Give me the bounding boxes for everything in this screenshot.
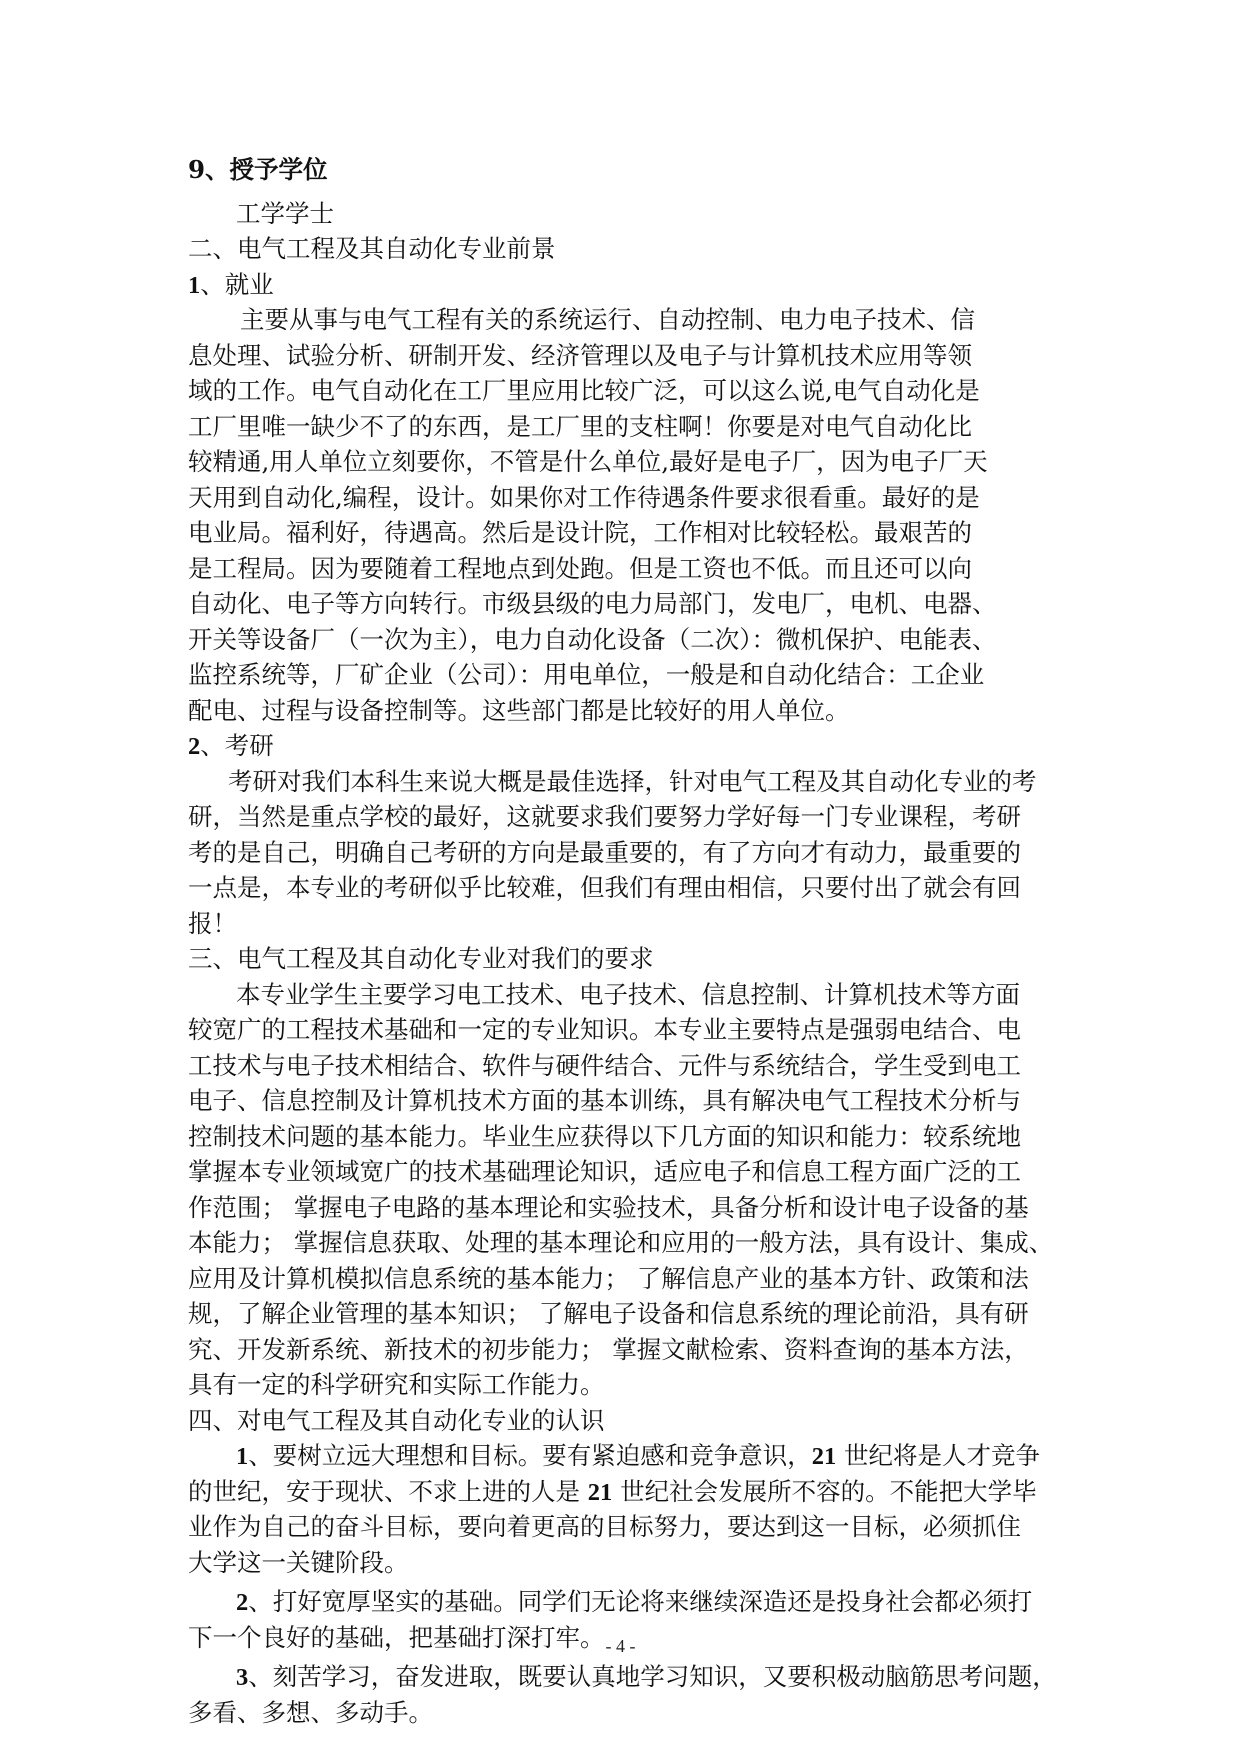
insight-item-1	[188, 1438, 1056, 1580]
paragraph-line: 电业局。福利好，待遇高。然后是设计院，工作相对比较轻松。最艰苦的	[188, 518, 972, 547]
paragraph-line	[188, 1474, 1056, 1510]
employment-heading-number: 1	[188, 271, 201, 299]
paragraph-line: 配电、过程与设备控制等。这些部门都是比较好的用人单位。	[188, 695, 850, 725]
insight-item-3	[188, 1659, 1056, 1730]
paragraph-line: 多看、多想、多动手。	[188, 1697, 433, 1727]
paragraph-line: 较宽广的工程技术基础和一定的专业知识。本专业主要特点是强弱电结合、电	[188, 1015, 1021, 1044]
paragraph-line: 控制技术问题的基本能力。毕业生应获得以下几方面的知识和能力：较系统地	[188, 1121, 1021, 1151]
part2-heading: 二、电气工程及其自动化专业前景	[188, 234, 556, 263]
paragraph-line: 应用及计算机模拟信息系统的基本能力； 了解信息产业的基本方针、政策和法	[188, 1263, 1029, 1293]
page-number: - 4 -	[605, 1636, 636, 1656]
text-run: 世纪社会发展所不容的。不能把大学毕	[612, 1476, 1037, 1506]
text-run: 、要树立远大理想和目标。要有紧迫感和竞争意识，	[248, 1441, 812, 1470]
paragraph-line	[188, 1584, 1056, 1620]
text-run: 、刻苦学习，奋发进取，既要认真地学习知识，又要积极动脑筋思考问题，	[248, 1662, 1057, 1691]
text-run: 的世纪，安于现状、不求上进的人是	[188, 1476, 588, 1506]
paragraph-line: 是工程局。因为要随着工程地点到处跑。但是工资也不低。而且还可以向	[188, 553, 972, 583]
paragraph-line: 一点是，本专业的考研似乎比较难，但我们有理由相信，只要付出了就会有回	[188, 873, 1021, 902]
paragraph-line: 自动化、电子等方向转行。市级县级的电力局部门，发电厂，电机、电器、	[188, 589, 997, 618]
paragraph-line: 规，了解企业管理的基本知识； 了解电子设备和信息系统的理论前沿，具有研	[188, 1299, 1029, 1328]
employment-heading-text: 、就业	[200, 269, 274, 299]
text-run: 世纪将是人才竞争	[836, 1441, 1041, 1470]
paragraph-line	[188, 1659, 1056, 1695]
paragraph-line: 考的是自己，明确自己考研的方向是最重要的，有了方向才有动力，最重要的	[188, 837, 1021, 867]
paragraph-line: 息处理、试验分析、研制开发、经济管理以及电子与计算机技术应用等领	[188, 340, 972, 370]
paragraph-line: 业作为自己的奋斗目标，要向着更高的目标努力，要达到这一目标，必须抓住	[188, 1512, 1021, 1541]
paragraph-line: 天用到自动化,编程，设计。如果你对工作待遇条件要求很看重。最好的是	[188, 482, 980, 512]
paragraph-line: 究、开发新系统、新技术的初步能力； 掌握文献检索、资料查询的基本方法，	[188, 1334, 1029, 1364]
text-run: 、打好宽厚坚实的基础。同学们无论将来继续深造还是投身社会都必须打	[248, 1587, 1033, 1616]
paragraph-line: 监控系统等，厂矿企业（公司）：用电单位，一般是和自动化结合：工企业	[188, 660, 985, 689]
postgrad-paragraph	[188, 764, 1056, 942]
postgrad-heading-number: 2	[188, 733, 201, 760]
paragraph-line: 研，当然是重点学校的最好，这就要求我们要努力学好每一门专业课程，考研	[188, 802, 1021, 831]
section-heading-degree: 9、授予学位	[188, 155, 328, 184]
postgrad-heading	[188, 728, 1056, 764]
requirements-paragraph	[188, 977, 1056, 1403]
item-number: 3	[236, 1664, 249, 1691]
paragraph-line: 下一个良好的基础，把基础打深打牢。	[188, 1622, 605, 1652]
paragraph-line: 开关等设备厂（一次为主），电力自动化设备（二次）：微机保护、电能表、	[188, 624, 997, 654]
paragraph-line: 本专业学生主要学习电工技术、电子技术、信息控制、计算机技术等方面	[236, 979, 1020, 1009]
part4-heading: 四、对电气工程及其自动化专业的认识	[188, 1405, 605, 1435]
paragraph-line: 域的工作。电气自动化在工厂里应用比较广泛，可以这么说,电气自动化是	[188, 376, 980, 405]
paragraph-line: 较精通,用人单位立刻要你，不管是什么单位,最好是电子厂，因为电子厂天	[188, 447, 988, 476]
paragraph-line: 主要从事与电气工程有关的系统运行、自动控制、电力电子技术、信	[240, 305, 975, 334]
paragraph-line: 掌握本专业领域宽广的技术基础理论知识，适应电子和信息工程方面广泛的工	[188, 1157, 1021, 1186]
century-number: 21	[587, 1478, 613, 1506]
document-body	[188, 152, 1056, 1730]
postgrad-heading-text: 、考研	[200, 731, 274, 760]
paragraph-line: 作范围； 掌握电子电路的基本理论和实验技术，具备分析和设计电子设备的基	[188, 1192, 1029, 1222]
paragraph-line: 报！	[188, 908, 237, 938]
century-number: 21	[811, 1443, 837, 1470]
paragraph-line: 工技术与电子技术相结合、软件与硬件结合、元件与系统结合，学生受到电工	[188, 1050, 1021, 1080]
paragraph-line: 具有一定的科学研究和实际工作能力。	[188, 1370, 605, 1399]
paragraph-line	[188, 1438, 1056, 1474]
item-number: 1	[236, 1443, 249, 1470]
employment-heading	[188, 267, 1056, 303]
employment-paragraph	[188, 302, 1056, 728]
paragraph-line: 考研对我们本科生来说大概是最佳选择，针对电气工程及其自动化专业的考	[228, 766, 1037, 796]
paragraph-line: 本能力； 掌握信息获取、处理的基本理论和应用的一般方法，具有设计、集成、	[188, 1228, 1054, 1257]
item-number: 2	[236, 1589, 249, 1616]
paragraph-line: 工厂里唯一缺少不了的东西，是工厂里的支柱啊！你要是对电气自动化比	[188, 411, 972, 441]
paragraph-line: 电子、信息控制及计算机技术方面的基本训练，具有解决电气工程技术分析与	[188, 1086, 1021, 1115]
paragraph-line: 大学这一关键阶段。	[188, 1547, 409, 1577]
degree-text: 工学学士	[236, 198, 334, 228]
part3-heading: 三、电气工程及其自动化专业对我们的要求	[188, 944, 654, 973]
